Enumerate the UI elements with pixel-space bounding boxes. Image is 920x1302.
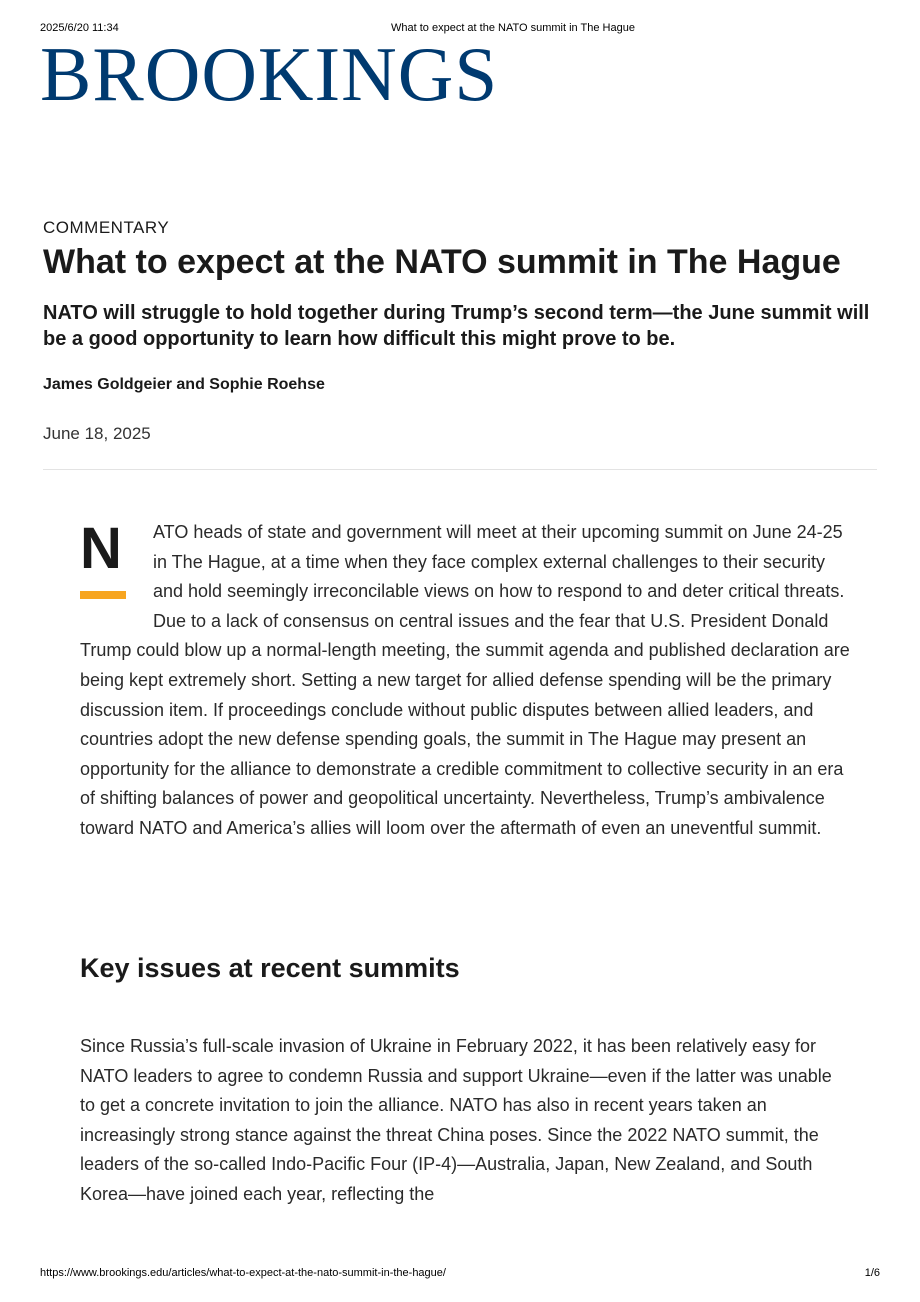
print-page-title: What to expect at the NATO summit in The Hague [391, 22, 635, 34]
print-datetime: 2025/6/20 11:34 [40, 22, 119, 34]
section-heading: Key issues at recent summits [80, 953, 460, 983]
drop-cap-letter: N [80, 516, 122, 581]
article-intro [80, 518, 850, 844]
article-kicker[interactable]: COMMENTARY [43, 218, 170, 237]
article-authors[interactable]: James Goldgeier and Sophie Roehse [43, 376, 325, 393]
header-divider [43, 469, 877, 470]
intro-paragraph: ATO heads of state and government will meet at their upcoming summit on June 24-25 in The Hague, at a time when they face complex external challenges to their security and hold seemingly irreconcilable views on how to respond to and deter critical threats. Due to a lack of consensus on central issues and the fear that U.S. President Donald Trump could blow up a normal-length meeting, the summit agenda and published declaration are being kept extremely short. Setting a new target for allied defense spending will be the primary discussion item. If proceedings conclude without public disputes between allied leaders, and countries adopt the new defense spending goals, the summit in The Hague may present an opportunity for the alliance to demonstrate a credible commitment to collective security in an era of shifting balances of power and geopolitical uncertainty. Nevertheless, Trump’s ambivalence toward NATO and America’s allies will loom over the aftermath of even an uneventful summit. [80, 522, 850, 838]
article-dek: NATO will struggle to hold together during Trump’s second term—the June summit will be a good opportunity to learn how difficult this might prove to be. [43, 302, 870, 350]
footer-url: https://www.brookings.edu/articles/what-to-expect-at-the-nato-summit-in-the-hague/ [40, 1267, 446, 1279]
drop-cap [80, 518, 153, 628]
section-paragraph: Since Russia’s full-scale invasion of Ukraine in February 2022, it has been relatively easy for NATO leaders to agree to condemn Russia and support Ukraine—even if the latter was unable to get a concrete invitation to join the alliance. NATO has also in recent years taken an increasingly strong stance against the threat China poses. Since the 2022 NATO summit, the leaders of the so-called Indo-Pacific Four (IP-4)—Australia, Japan, New Zealand, and South Korea—have joined each year, reflecting the [80, 1036, 832, 1204]
drop-cap-accent-bar [80, 591, 126, 599]
article-date: June 18, 2025 [43, 424, 151, 443]
footer-page-number: 1/6 [864, 1267, 880, 1279]
article-title: What to expect at the NATO summit in The Hague [43, 243, 841, 281]
brookings-logo[interactable]: BROOKINGS [40, 31, 499, 117]
